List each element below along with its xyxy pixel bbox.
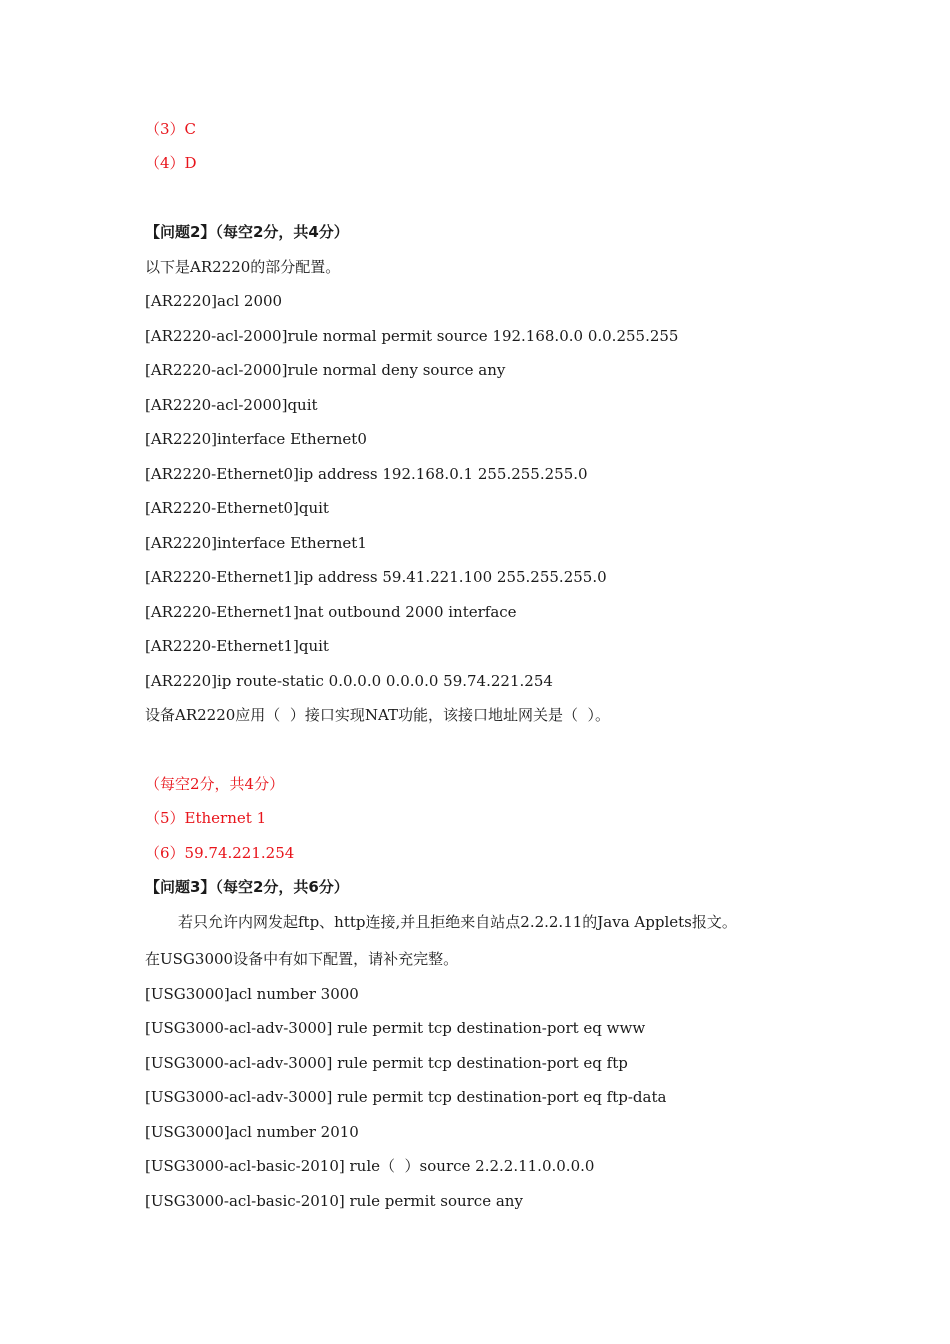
- config-line: [USG3000-acl-adv-3000] rule permit tcp destination-port eq ftp: [145, 1054, 628, 1072]
- config-line: [AR2220-acl-2000]quit: [145, 396, 318, 414]
- config-line: [USG3000-acl-basic-2010] rule（ ）source 2.2.2.11.0.0.0.0: [145, 1157, 595, 1175]
- answer-5: （5）Ethernet 1: [145, 809, 267, 827]
- config-line: [AR2220-Ethernet1]nat outbound 2000 interface: [145, 603, 517, 621]
- answer-3: （3）C: [145, 120, 197, 138]
- question-2-heading: 【问题2】（每空2分，共4分）: [145, 223, 349, 241]
- question-2-intro: 以下是AR2220的部分配置。: [145, 258, 341, 276]
- config-line: [USG3000]acl number 3000: [145, 985, 359, 1003]
- answer-score: （每空2分，共4分）: [145, 775, 285, 793]
- config-line: [USG3000-acl-basic-2010] rule permit source any: [145, 1192, 523, 1210]
- config-line: [USG3000-acl-adv-3000] rule permit tcp destination-port eq ftp-data: [145, 1088, 667, 1106]
- config-line: [AR2220-acl-2000]rule normal deny source any: [145, 361, 506, 379]
- config-line: [AR2220]interface Ethernet0: [145, 430, 367, 448]
- config-line: [AR2220-Ethernet0]quit: [145, 499, 329, 517]
- config-line: [AR2220]acl 2000: [145, 292, 283, 310]
- question-3-heading: 【问题3】（每空2分，共6分）: [145, 878, 349, 896]
- config-line: [AR2220]ip route-static 0.0.0.0 0.0.0.0 59.74.221.254: [145, 672, 553, 690]
- question-2-question: 设备AR2220应用（ ）接口实现NAT功能，该接口地址网关是（ ）。: [145, 706, 611, 724]
- config-line: [USG3000-acl-adv-3000] rule permit tcp destination-port eq www: [145, 1019, 646, 1037]
- question-3-intro-2: 在USG3000设备中有如下配置，请补充完整。: [145, 950, 459, 968]
- answer-4: （4）D: [145, 154, 197, 172]
- config-line: [AR2220-acl-2000]rule normal permit source 192.168.0.0 0.0.255.255: [145, 327, 679, 345]
- config-line: [AR2220-Ethernet1]quit: [145, 637, 329, 655]
- config-line: [USG3000]acl number 2010: [145, 1123, 359, 1141]
- answer-6: （6）59.74.221.254: [145, 844, 295, 862]
- config-line: [AR2220-Ethernet0]ip address 192.168.0.1 255.255.255.0: [145, 465, 588, 483]
- config-line: [AR2220-Ethernet1]ip address 59.41.221.100 255.255.255.0: [145, 568, 607, 586]
- question-3-intro: 若只允许内网发起ftp、http连接,并且拒绝来自站点2.2.2.11的Java Applets报文。: [178, 913, 737, 931]
- config-line: [AR2220]interface Ethernet1: [145, 534, 367, 552]
